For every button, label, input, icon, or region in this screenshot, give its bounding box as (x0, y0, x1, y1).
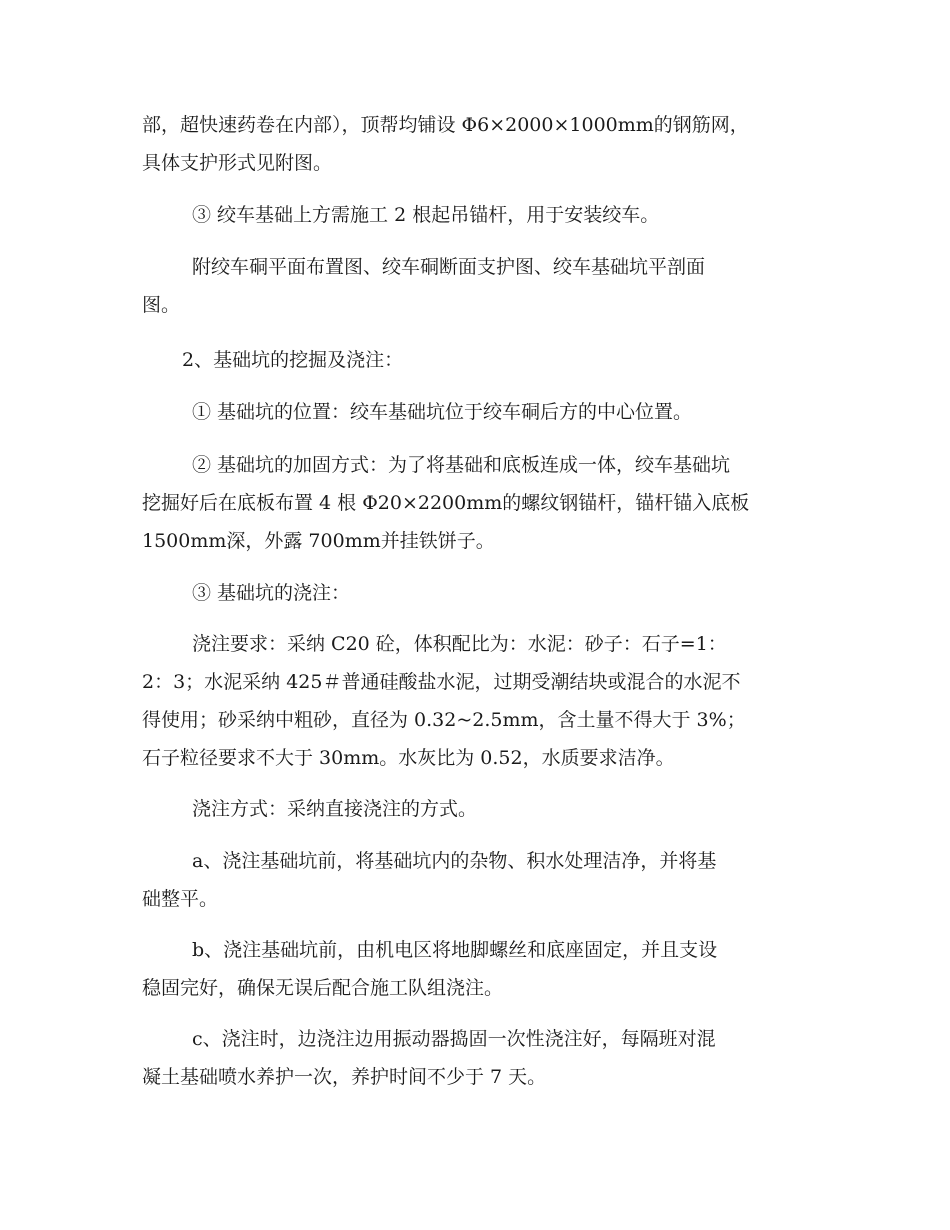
paragraph-pit-location (142, 393, 822, 431)
paragraph-pit-pouring-title (142, 574, 822, 612)
text-line: ① 基础坑的位置：绞车基础坑位于绞车硐后方的中心位置。 (192, 401, 693, 423)
section-heading-foundation-pit (142, 341, 822, 379)
paragraph-pouring-method (142, 790, 822, 828)
text-line: 部，超快速药卷在内部），顶帮均铺设 Φ6×2000×1000mm的钢筋网， (142, 114, 749, 136)
text-line: 浇注方式：采纳直接浇注的方式。 (192, 798, 478, 820)
text-line: c、浇注时，边浇注边用振动器捣固一次性浇注好，每隔班对混 (192, 1028, 716, 1050)
text-line: ③ 绞车基础上方需施工 2 根起吊锚杆，用于安装绞车。 (192, 204, 660, 226)
text-line: a、浇注基础坑前，将基础坑内的杂物、积水处理洁净，并将基 (192, 850, 717, 872)
paragraph-lifting-anchor (142, 196, 822, 234)
paragraph-pit-reinforcement (142, 446, 822, 560)
text-line: ② 基础坑的加固方式：为了将基础和底板连成一体，绞车基础坑 (192, 454, 731, 476)
text-line: 2、基础坑的挖掘及浇注： (182, 349, 404, 371)
text-line: 1500mm深，外露 700mm并挂铁饼子。 (142, 530, 495, 552)
paragraph-support-continuation (142, 106, 822, 182)
text-line: 得使用；砂采纳中粗砂，直径为 0.32~2.5mm，含土量不得大于 3%； (142, 709, 746, 731)
text-line: 挖掘好后在底板布置 4 根 Φ20×2200mm的螺纹钢锚杆，锚杆锚入底板 (142, 492, 750, 514)
text-line: 础整平。 (142, 888, 219, 910)
text-line: 附绞车硐平面布置图、绞车硐断面支护图、绞车基础坑平剖面 (192, 256, 706, 278)
text-line: b、浇注基础坑前，由机电区将地脚螺丝和底座固定，并且支设 (192, 939, 718, 961)
text-line: 具体支护形式见附图。 (142, 152, 333, 174)
paragraph-step-b (142, 931, 822, 1007)
paragraph-step-a (142, 842, 822, 918)
text-line: 凝土基础喷水养护一次，养护时间不少于 7 天。 (142, 1066, 547, 1088)
text-line: 2：3；水泥采纳 425＃普通硅酸盐水泥，过期受潮结块或混合的水泥不 (142, 671, 741, 693)
text-line: ③ 基础坑的浇注： (192, 582, 351, 604)
paragraph-step-c (142, 1020, 822, 1096)
text-line: 图。 (142, 294, 181, 316)
paragraph-attached-drawings (142, 248, 822, 324)
text-line: 石子粒径要求不大于 30mm。水灰比为 0.52，水质要求洁净。 (142, 747, 675, 769)
text-line: 浇注要求：采纳 C20 砼，体积配比为：水泥：砂子：石子=1： (192, 633, 727, 655)
paragraph-pouring-requirements (142, 625, 822, 777)
text-line: 稳固完好，确保无误后配合施工队组浇注。 (142, 977, 504, 999)
